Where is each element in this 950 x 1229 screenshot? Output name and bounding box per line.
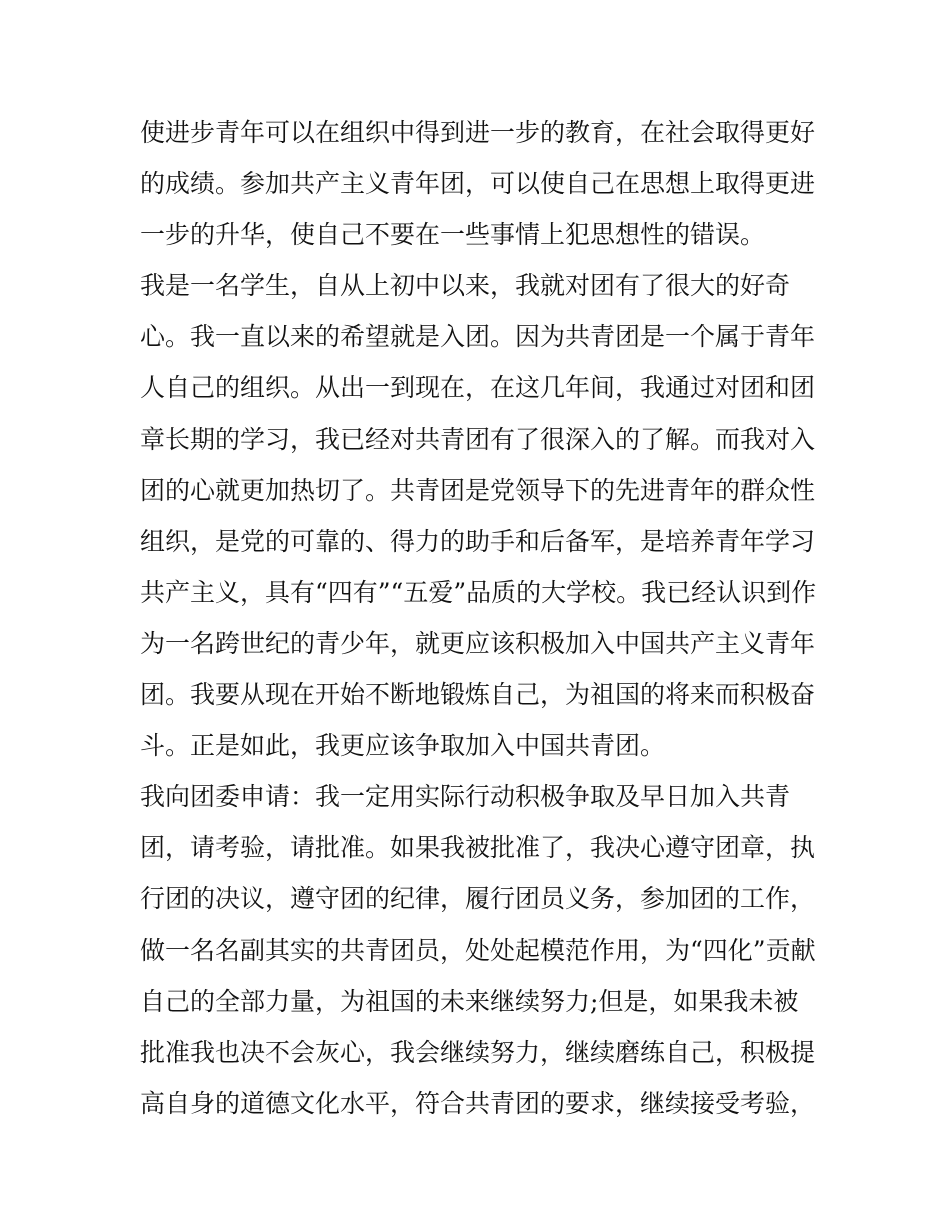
text-line: 行团的决议，遵守团的纪律，履行团员义务，参加团的工作，	[140, 884, 816, 914]
text-line: 共产主义，具有“四有”“五爱”品质的大学校。我已经认识到作	[140, 577, 817, 607]
text-line: 我是一名学生，自从上初中以来，我就对团有了很大的好奇	[140, 271, 791, 301]
text-line: 团的心就更加热切了。共青团是党领导下的先进青年的群众性	[140, 475, 816, 505]
text-line: 高自身的道德文化水平，符合共青团的要求，继续接受考验，	[140, 1088, 816, 1118]
text-line: 心。我一直以来的希望就是入团。因为共青团是一个属于青年	[140, 322, 816, 352]
text-line: 做一名名副其实的共青团员，处处起模范作用，为“四化”贡献	[140, 935, 816, 965]
text-line: 批准我也决不会灰心，我会继续努力，继续磨练自己，积极提	[140, 1037, 816, 1067]
text-line: 一步的升华，使自己不要在一些事情上犯思想性的错误。	[140, 220, 766, 250]
text-line: 为一名跨世纪的青少年，就更应该积极加入中国共产主义青年	[140, 628, 816, 658]
text-line: 团。我要从现在开始不断地锻炼自己，为祖国的将来而积极奋	[140, 680, 816, 710]
text-line: 自己的全部力量，为祖国的未来继续努力;但是，如果我未被	[140, 986, 799, 1016]
text-line: 斗。正是如此，我更应该争取加入中国共青团。	[140, 731, 666, 761]
text-line: 使进步青年可以在组织中得到进一步的教育，在社会取得更好	[140, 118, 816, 147]
text-line: 人自己的组织。从出一到现在，在这几年间，我通过对团和团	[140, 373, 816, 403]
text-line: 章长期的学习，我已经对共青团有了很深入的了解。而我对入	[140, 424, 816, 454]
text-line: 团，请考验，请批准。如果我被批准了，我决心遵守团章，执	[140, 833, 816, 863]
text-line: 我向团委申请：我一定用实际行动积极争取及早日加入共青	[140, 782, 791, 812]
text-line: 的成绩。参加共产主义青年团，可以使自己在思想上取得更进	[140, 169, 816, 199]
text-line: 组织，是党的可靠的、得力的助手和后备军，是培养青年学习	[140, 526, 816, 556]
body-text	[140, 107, 820, 1129]
